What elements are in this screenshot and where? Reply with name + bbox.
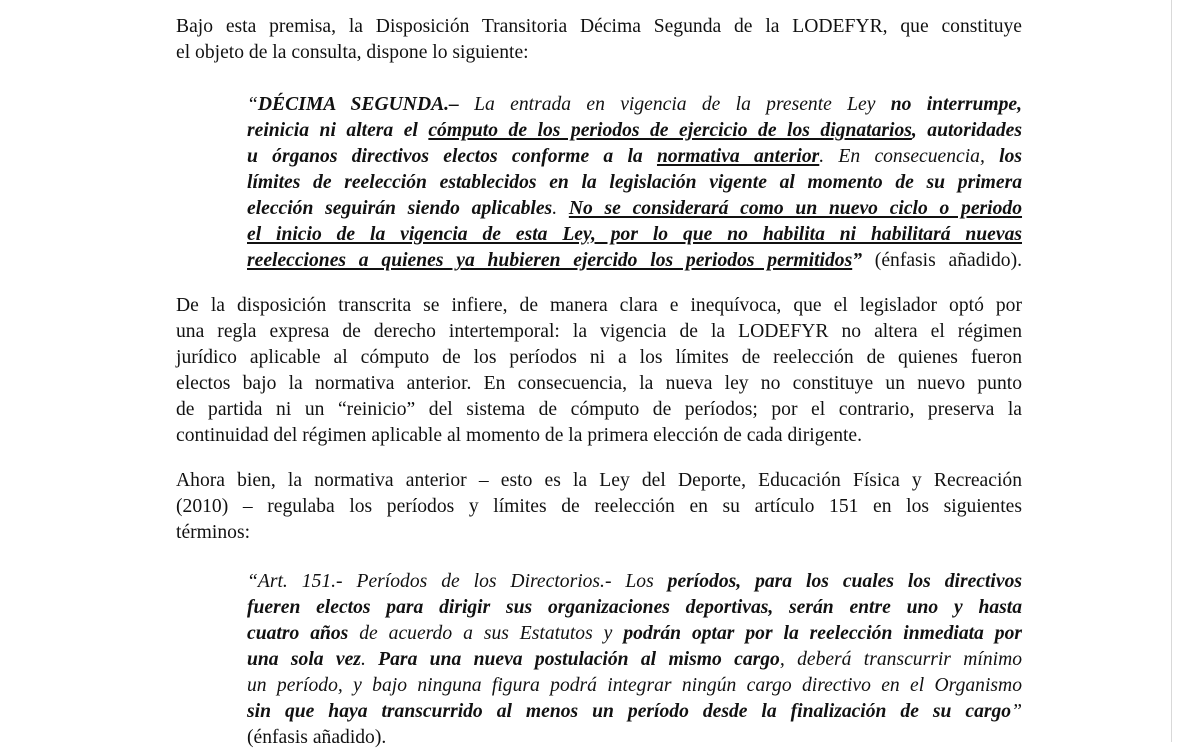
text-line: continuidad del régimen aplicable al momento de la primera elección de cada dirigente. bbox=[176, 425, 863, 446]
text-line: jurídico aplicable al cómputo de los períodos ni a los límites de reelección de quienes fueron bbox=[176, 347, 1022, 368]
quote-line: una sola vez. Para una nueva postulación al mismo cargo, deberá transcurrir mínimo bbox=[247, 649, 1023, 670]
quote-line: límites de reelección establecidos en la legislación vigente al momento de su primera bbox=[247, 172, 1022, 193]
text-line: electos bajo la normativa anterior. En consecuencia, la nueva ley no constituye un nuevo punto bbox=[176, 373, 1022, 394]
text-line: el objeto de la consulta, dispone lo siguiente: bbox=[176, 42, 529, 63]
quoted-article-151 bbox=[247, 569, 1022, 751]
quote-line: cuatro años de acuerdo a sus Estatutos y podrán optar por la reelección inmediata por bbox=[247, 623, 1023, 644]
text-line: de partida ni un “reinicio” del sistema de cómputo de períodos; por el contrario, preserva la bbox=[176, 399, 1022, 420]
quote-line: un período, y bajo ninguna figura podrá integrar ningún cargo directivo en el Organismo bbox=[247, 675, 1022, 696]
text-line: (2010) – regulaba los períodos y límites de reelección en su artículo 151 en los siguientes bbox=[176, 496, 1022, 517]
text-line: Ahora bien, la normativa anterior – esto es la Ley del Deporte, Educación Física y Recreación bbox=[176, 470, 1022, 491]
text-line: una regla expresa de derecho intertemporal: la vigencia de la LODEFYR no altera el régimen bbox=[176, 321, 1022, 342]
analysis-paragraph bbox=[176, 293, 1022, 449]
quote-line: “Art. 151.- Períodos de los Directorios.- Los períodos, para los cuales los directivos bbox=[247, 571, 1022, 592]
quote-line: fueren electos para dirigir sus organizaciones deportivas, serán entre uno y hasta bbox=[247, 597, 1022, 618]
quote-line: (énfasis añadido). bbox=[247, 727, 387, 748]
previous-law-paragraph bbox=[176, 468, 1022, 546]
text-line: términos: bbox=[176, 522, 251, 543]
text-line: Bajo esta premisa, la Disposición Transitoria Décima Segunda de la LODEFYR, que constituye bbox=[176, 16, 1022, 37]
quote-line: sin que haya transcurrido al menos un período desde la finalización de su cargo” bbox=[247, 701, 1022, 722]
quote-line: reinicia ni altera el cómputo de los periodos de ejercicio de los dignatarios, autoridades bbox=[247, 120, 1022, 141]
intro-paragraph bbox=[176, 14, 1022, 66]
text-line: De la disposición transcrita se infiere, de manera clara e inequívoca, que el legislador optó por bbox=[176, 295, 1022, 316]
quote-line: elección seguirán siendo aplicables. No se considerará como un nuevo ciclo o periodo bbox=[247, 198, 1023, 219]
page-edge bbox=[1171, 0, 1200, 742]
quote-line: “DÉCIMA SEGUNDA.– La entrada en vigencia de la presente Ley no interrumpe, bbox=[247, 94, 1022, 115]
quote-line: el inicio de la vigencia de esta Ley, por lo que no habilita ni habilitará nuevas bbox=[247, 224, 1022, 245]
quote-line: reelecciones a quienes ya hubieren ejercido los periodos permitidos” (énfasis añadido). bbox=[247, 250, 1022, 271]
quote-line: u órganos directivos electos conforme a la normativa anterior. En consecuencia, los bbox=[247, 146, 1023, 167]
quoted-disposition bbox=[247, 92, 1022, 274]
